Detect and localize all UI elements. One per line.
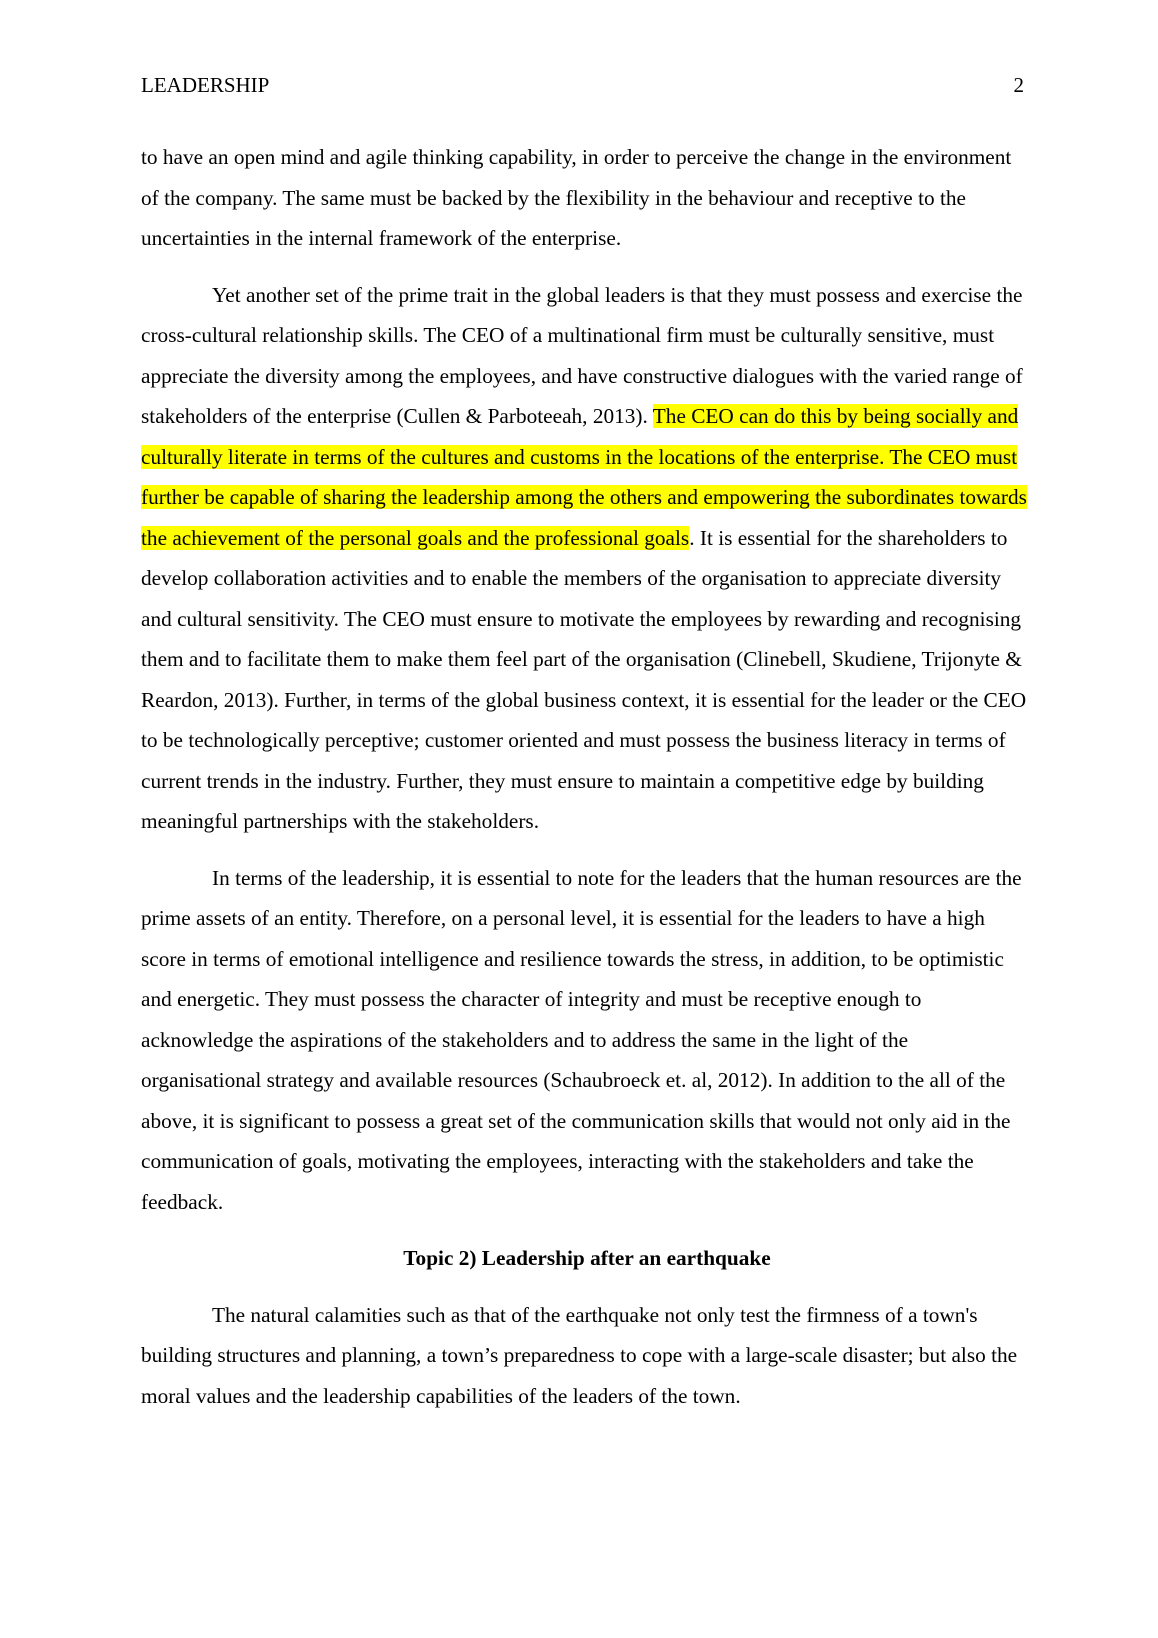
paragraph-text-after-highlight: . It is essential for the shareholders to develop collaboration activities and to enable the members of the organisation to appreciate diversity and cultural sensitivity. The CEO must ensure to motivate the employees by rewarding and recognising them and to facilitate them to make them feel part of the organisation (Clinebell, Skudiene, Trijonyte & Reardon, 2013). Further, in terms of the global business context, it is essential for the leader or the CEO to be technologically perceptive; customer oriented and must possess the business literacy in terms of current trends in the industry. Further, they must ensure to maintain a competitive edge by building meaningful partnerships with the stakeholders. (141, 525, 1027, 833)
paragraph-cross-cultural-skills (141, 275, 1033, 842)
running-head-title: LEADERSHIP (141, 73, 270, 97)
paragraph-text-before-highlight: Yet another set of the prime trait in the global leaders is that they must possess and exercise the cross-cultural relationship skills. The CEO of a multinational firm must be culturally sensitive, must appreciate the diversity among the employees, and have constructive dialogues with the varied range of stakeholders of the enterprise (Cullen & Parboteeah, 2013). (141, 282, 1023, 428)
running-header (141, 70, 1024, 100)
document-body (141, 137, 1033, 1432)
paragraph-continuation: to have an open mind and agile thinking capability, in order to perceive the change in the environment of the company. The same must be backed by the flexibility in the behaviour and receptive to the uncertainties in the internal framework of the enterprise. (141, 145, 1012, 250)
highlighted-text: The CEO can do this by being socially and culturally literate in terms of the cultures and customs in the locations of the enterprise. The CEO must further be capable of sharing the leadership among the others and empowering the subordinates towards the achievement of the personal goals and the professional goals (141, 404, 1027, 550)
section-heading: Topic 2) Leadership after an earthquake (403, 1246, 771, 1270)
paragraph-earthquake-intro: The natural calamities such as that of the earthquake not only test the firmness of a town's building structures and planning, a town’s preparedness to cope with a large-scale disaster; but also the moral values and the leadership capabilities of the leaders of the town. (141, 1302, 1018, 1408)
paragraph-personal-level: In terms of the leadership, it is essential to note for the leaders that the human resources are the prime assets of an entity. Therefore, on a personal level, it is essential for the leaders to have a high score in terms of emotional intelligence and resilience towards the stress, in addition, to be optimistic and energetic. They must possess the character of integrity and must be receptive enough to acknowledge the aspirations of the stakeholders and to address the same in the light of the organisational strategy and available resources (Schaubroeck et. al, 2012). In addition to the all of the above, it is significant to possess a great set of the communication skills that would not only aid in the communication of goals, motivating the employees, interacting with the stakeholders and take the feedback. (141, 865, 1022, 1214)
page-number: 2 (1013, 73, 1024, 97)
